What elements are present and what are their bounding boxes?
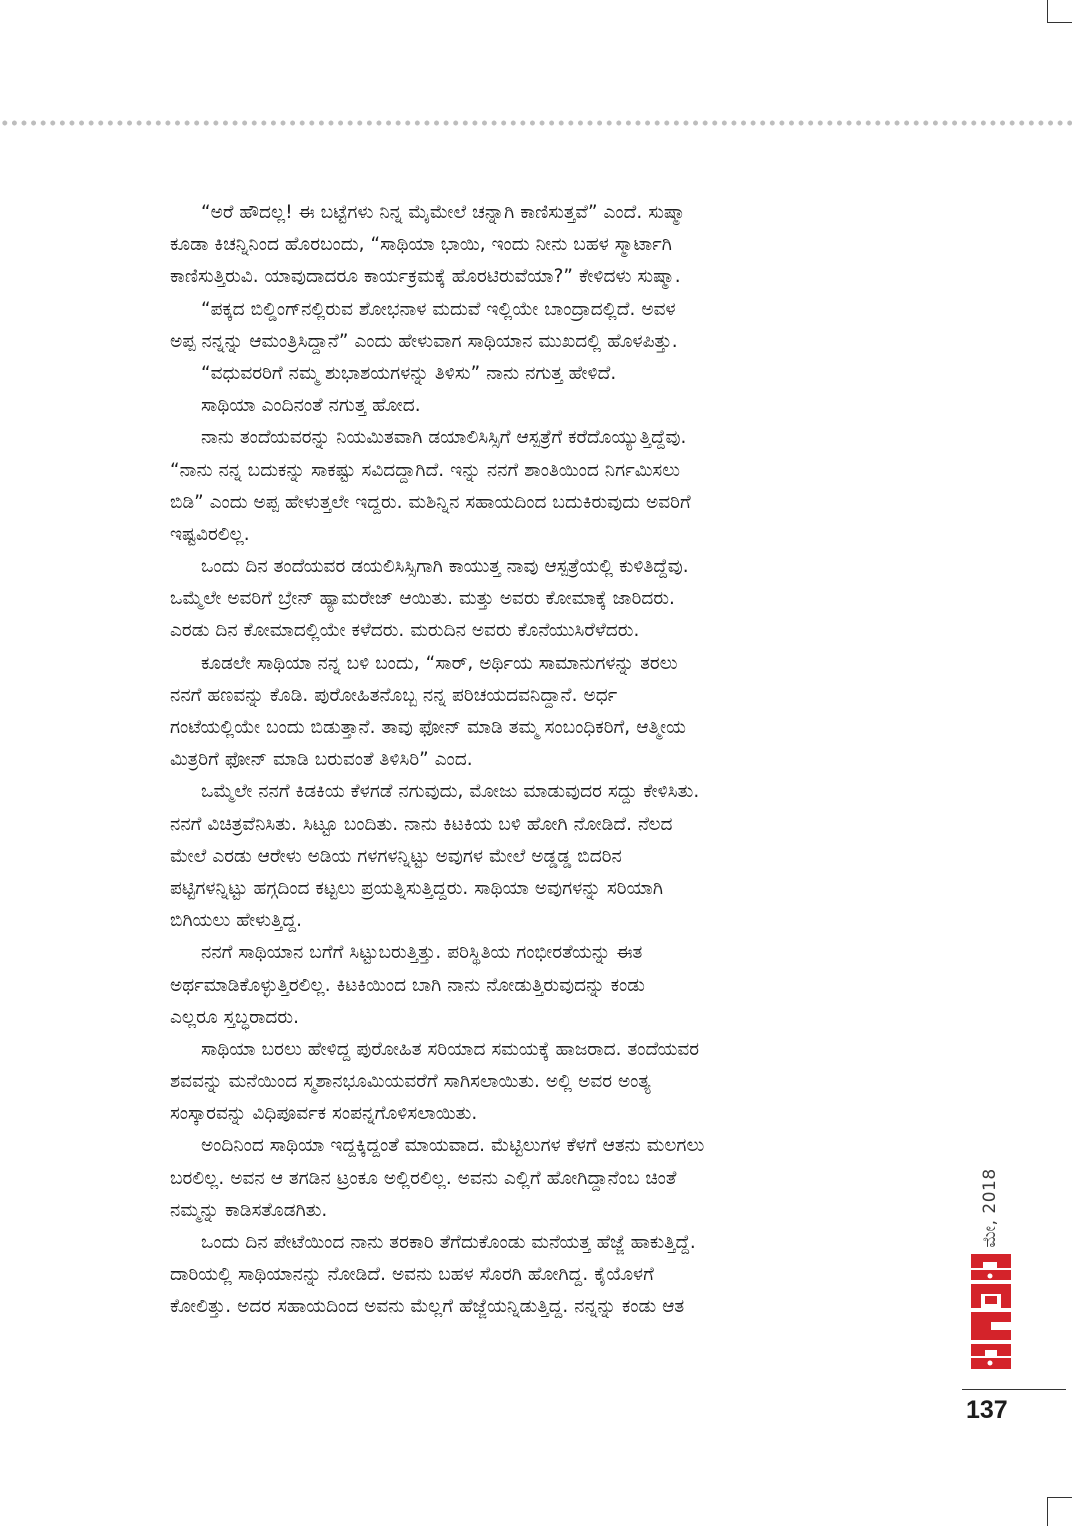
- dotted-separator: [0, 119, 1072, 127]
- article-line: ನನಗೆ ಹಣವನ್ನು ಕೊಡಿ. ಪುರೋಹಿತನೊಬ್ಬ ನನ್ನ ಪರಿಚಯದವನಿದ್ದಾನೆ. ಅರ್ಧ: [170, 684, 618, 706]
- article-line: ಒಂದು ದಿನ ಪೇಟೆಯಿಂದ ನಾನು ತರಕಾರಿ ತೆಗೆದುಕೊಂಡು ಮನೆಯತ್ತ ಹೆಜ್ಜೆ ಹಾಕುತ್ತಿದ್ದೆ.: [201, 1232, 696, 1253]
- article-line: ಕೋಲಿತ್ತು. ಅದರ ಸಹಾಯದಿಂದ ಅವನು ಮೆಲ್ಲಗೆ ಹೆಜ್ಜೆಯನ್ನಿಡುತ್ತಿದ್ದ. ನನ್ನನ್ನು ಕಂಡು ಆತ: [170, 1296, 685, 1318]
- article-line: ನನಗೆ ಸಾಥಿಯಾನ ಬಗೆಗೆ ಸಿಟ್ಟುಬರುತ್ತಿತ್ತು. ಪರಿಸ್ಥಿತಿಯ ಗಂಭೀರತೆಯನ್ನು ಈತ: [201, 942, 643, 964]
- article-line: ದಾರಿಯಲ್ಲಿ ಸಾಥಿಯಾನನ್ನು ನೋಡಿದೆ. ಅವನು ಬಹಳ ಸೊರಗಿ ಹೋಗಿದ್ದ. ಕೈಯೊಳಗೆ: [170, 1264, 654, 1286]
- article-line: ಅಂದಿನಿಂದ ಸಾಥಿಯಾ ಇದ್ದಕ್ಕಿದ್ದಂತೆ ಮಾಯವಾದ. ಮೆಟ್ಟಿಲುಗಳ ಕೆಳಗೆ ಆತನು ಮಲಗಲು: [201, 1135, 705, 1157]
- article-line: ಕಾಣಿಸುತ್ತಿರುವಿ. ಯಾವುದಾದರೂ ಕಾರ್ಯಕ್ರಮಕ್ಕೆ ಹೊರಟಿರುವೆಯಾ?” ಕೇಳಿದಳು ಸುಷ್ಮಾ.: [170, 266, 681, 288]
- article-line: ಒಮ್ಮೆಲೇ ನನಗೆ ಕಿಡಕಿಯ ಕೆಳಗಡೆ ನಗುವುದು, ಮೋಜು ಮಾಡುವುದರ ಸದ್ದು ಕೇಳಿಸಿತು.: [201, 781, 700, 803]
- article-line: ಕೂಡಲೇ ಸಾಥಿಯಾ ನನ್ನ ಬಳಿ ಬಂದು, “ಸಾರ್, ಅರ್ಥಿಯ ಸಾಮಾನುಗಳನ್ನು ತರಲು: [201, 652, 678, 674]
- article-line: ಅಪ್ಪ ನನ್ನನ್ನು ಆಮಂತ್ರಿಸಿದ್ದಾನೆ” ಎಂದು ಹೇಳುವಾಗ ಸಾಥಿಯಾನ ಮುಖದಲ್ಲಿ ಹೊಳಪಿತ್ತು.: [170, 330, 678, 352]
- article-line: ಅರ್ಥಮಾಡಿಕೊಳ್ಳುತ್ತಿರಲಿಲ್ಲ. ಕಿಟಕಿಯಿಂದ ಬಾಗಿ ನಾನು ನೋಡುತ್ತಿರುವುದನ್ನು ಕಂಡು: [170, 974, 645, 996]
- article-line: ಒಮ್ಮೆಲೇ ಅವರಿಗೆ ಬ್ರೇನ್ ಹ್ಯಾಮರೇಜ್ ಆಯಿತು. ಮತ್ತು ಅವರು ಕೋಮಾಕ್ಕೆ ಜಾರಿದರು.: [170, 588, 675, 610]
- crop-mark-bottom: [1047, 1497, 1072, 1526]
- issue-date: ಮೇ, 2018: [980, 1168, 1000, 1248]
- article-line: ಕೂಡಾ ಕಿಚನ್ನಿನಿಂದ ಹೊರಬಂದು, “ಸಾಥಿಯಾ ಭಾಯಿ, ಇಂದು ನೀನು ಬಹಳ ಸ್ಮಾರ್ಟಾಗಿ: [170, 234, 672, 256]
- article-line: “ನಾನು ನನ್ನ ಬದುಕನ್ನು ಸಾಕಷ್ಟು ಸವಿದದ್ದಾಗಿದೆ. ಇನ್ನು ನನಗೆ ಶಾಂತಿಯಿಂದ ನಿರ್ಗಮಿಸಲು: [170, 459, 681, 481]
- article-line: ನಮ್ಮನ್ನು ಕಾಡಿಸತೊಡಗಿತು.: [170, 1199, 328, 1221]
- magazine-logo: [967, 1250, 1015, 1373]
- article-line: ಸಾಥಿಯಾ ಬರಲು ಹೇಳಿದ್ದ ಪುರೋಹಿತ ಸರಿಯಾದ ಸಮಯಕ್ಕೆ ಹಾಜರಾದ. ತಂದೆಯವರ: [201, 1038, 700, 1060]
- article-line: ಎಲ್ಲರೂ ಸ್ತಬ್ಧರಾದರು.: [170, 1006, 300, 1028]
- article-line: ಪಟ್ಟಿಗಳನ್ನಿಟ್ಟು ಹಗ್ಗದಿಂದ ಕಟ್ಟಲು ಪ್ರಯತ್ನಿಸುತ್ತಿದ್ದರು. ಸಾಥಿಯಾ ಅವುಗಳನ್ನು ಸರಿಯಾಗಿ: [170, 877, 664, 899]
- article-line: “ಪಕ್ಕದ ಬಿಲ್ಡಿಂಗ್‌ನಲ್ಲಿರುವ ಶೋಭನಾಳ ಮದುವೆ ಇಲ್ಲಿಯೇ ಬಾಂದ್ರಾದಲ್ಲಿದೆ. ಅವಳ: [201, 298, 676, 320]
- article-line: ಎರಡು ದಿನ ಕೋಮಾದಲ್ಲಿಯೇ ಕಳೆದರು. ಮರುದಿನ ಅವರು ಕೊನೆಯುಸಿರೆಳೆದರು.: [170, 620, 640, 642]
- article-line: ಶವವನ್ನು ಮನೆಯಿಂದ ಸ್ಮಶಾನಭೂಮಿಯವರೆಗೆ ಸಾಗಿಸಲಾಯಿತು. ಅಲ್ಲಿ ಅವರ ಅಂತ್ಯ: [170, 1071, 651, 1093]
- page-number-rule: [962, 1389, 1066, 1390]
- article-line: “ವಧುವರರಿಗೆ ನಮ್ಮ ಶುಭಾಶಯಗಳನ್ನು ತಿಳಿಸು” ನಾನು ನಗುತ್ತ ಹೇಳಿದೆ.: [201, 362, 617, 384]
- article-line: ನಾನು ತಂದೆಯವರನ್ನು ನಿಯಮಿತವಾಗಿ ಡಯಾಲಿಸಿಸ್ಸಿಗೆ ಆಸ್ಪತ್ರೆಗೆ ಕರೆದೊಯ್ಯುತ್ತಿದ್ದೆವು.: [201, 427, 687, 449]
- article-line: ಮಿತ್ರರಿಗೆ ಫೋನ್ ಮಾಡಿ ಬರುವಂತೆ ತಿಳಿಸಿರಿ” ಎಂದ.: [170, 749, 473, 771]
- article-line: ಬಿಡಿ” ಎಂದು ಅಪ್ಪ ಹೇಳುತ್ತಲೇ ಇದ್ದರು. ಮಶಿನ್ನಿನ ಸಹಾಯದಿಂದ ಬದುಕಿರುವುದು ಅವರಿಗೆ: [170, 491, 691, 513]
- crop-mark-top: [1047, 0, 1072, 23]
- article-line: ಸಂಸ್ಕಾರವನ್ನು ವಿಧಿಪೂರ್ವಕ ಸಂಪನ್ನಗೊಳಿಸಲಾಯಿತು.: [170, 1103, 478, 1125]
- page-number: 137: [966, 1396, 1008, 1424]
- article-line: ಬಿಗಿಯಲು ಹೇಳುತ್ತಿದ್ದ.: [170, 910, 303, 932]
- article-body: [170, 197, 912, 1324]
- article-line: ನನಗೆ ವಿಚಿತ್ರವೆನಿಸಿತು. ಸಿಟ್ಟೂ ಬಂದಿತು. ನಾನು ಕಿಟಕಿಯ ಬಳಿ ಹೋಗಿ ನೋಡಿದೆ. ನೆಲದ: [170, 813, 673, 835]
- article-line: “ಅರೆ ಹೌದಲ್ಲ! ಈ ಬಟ್ಟೆಗಳು ನಿನ್ನ ಮೈಮೇಲೆ ಚನ್ನಾಗಿ ಕಾಣಿಸುತ್ತವೆ” ಎಂದೆ. ಸುಷ್ಮಾ: [201, 202, 686, 223]
- article-line: ಗಂಟೆಯಲ್ಲಿಯೇ ಬಂದು ಬಿಡುತ್ತಾನೆ. ತಾವು ಫೋನ್ ಮಾಡಿ ತಮ್ಮ ಸಂಬಂಧಿಕರಿಗೆ, ಆತ್ಮೀಯ: [170, 717, 686, 738]
- article-line: ಒಂದು ದಿನ ತಂದೆಯವರ ಡಯಲಿಸಿಸ್ಸಿಗಾಗಿ ಕಾಯುತ್ತ ನಾವು ಆಸ್ಪತ್ರೆಯಲ್ಲಿ ಕುಳಿತಿದ್ದೆವು.: [201, 556, 689, 578]
- article-line: ಬರಲಿಲ್ಲ. ಅವನ ಆ ತಗಡಿನ ಟ್ರಂಕೂ ಅಲ್ಲಿರಲಿಲ್ಲ. ಅವನು ಎಲ್ಲಿಗೆ ಹೋಗಿದ್ದಾನೆಂಬ ಚಿಂತೆ: [170, 1167, 677, 1189]
- article-line: ಇಷ್ಟವಿರಲಿಲ್ಲ.: [170, 523, 250, 545]
- article-line: ಸಾಥಿಯಾ ಎಂದಿನಂತೆ ನಗುತ್ತ ಹೋದ.: [201, 395, 421, 417]
- article-line: ಮೇಲೆ ಎರಡು ಆರೇಳು ಅಡಿಯ ಗಳಗಳನ್ನಿಟ್ಟು ಅವುಗಳ ಮೇಲೆ ಅಡ್ಡಡ್ಡ ಬಿದರಿನ: [170, 845, 622, 867]
